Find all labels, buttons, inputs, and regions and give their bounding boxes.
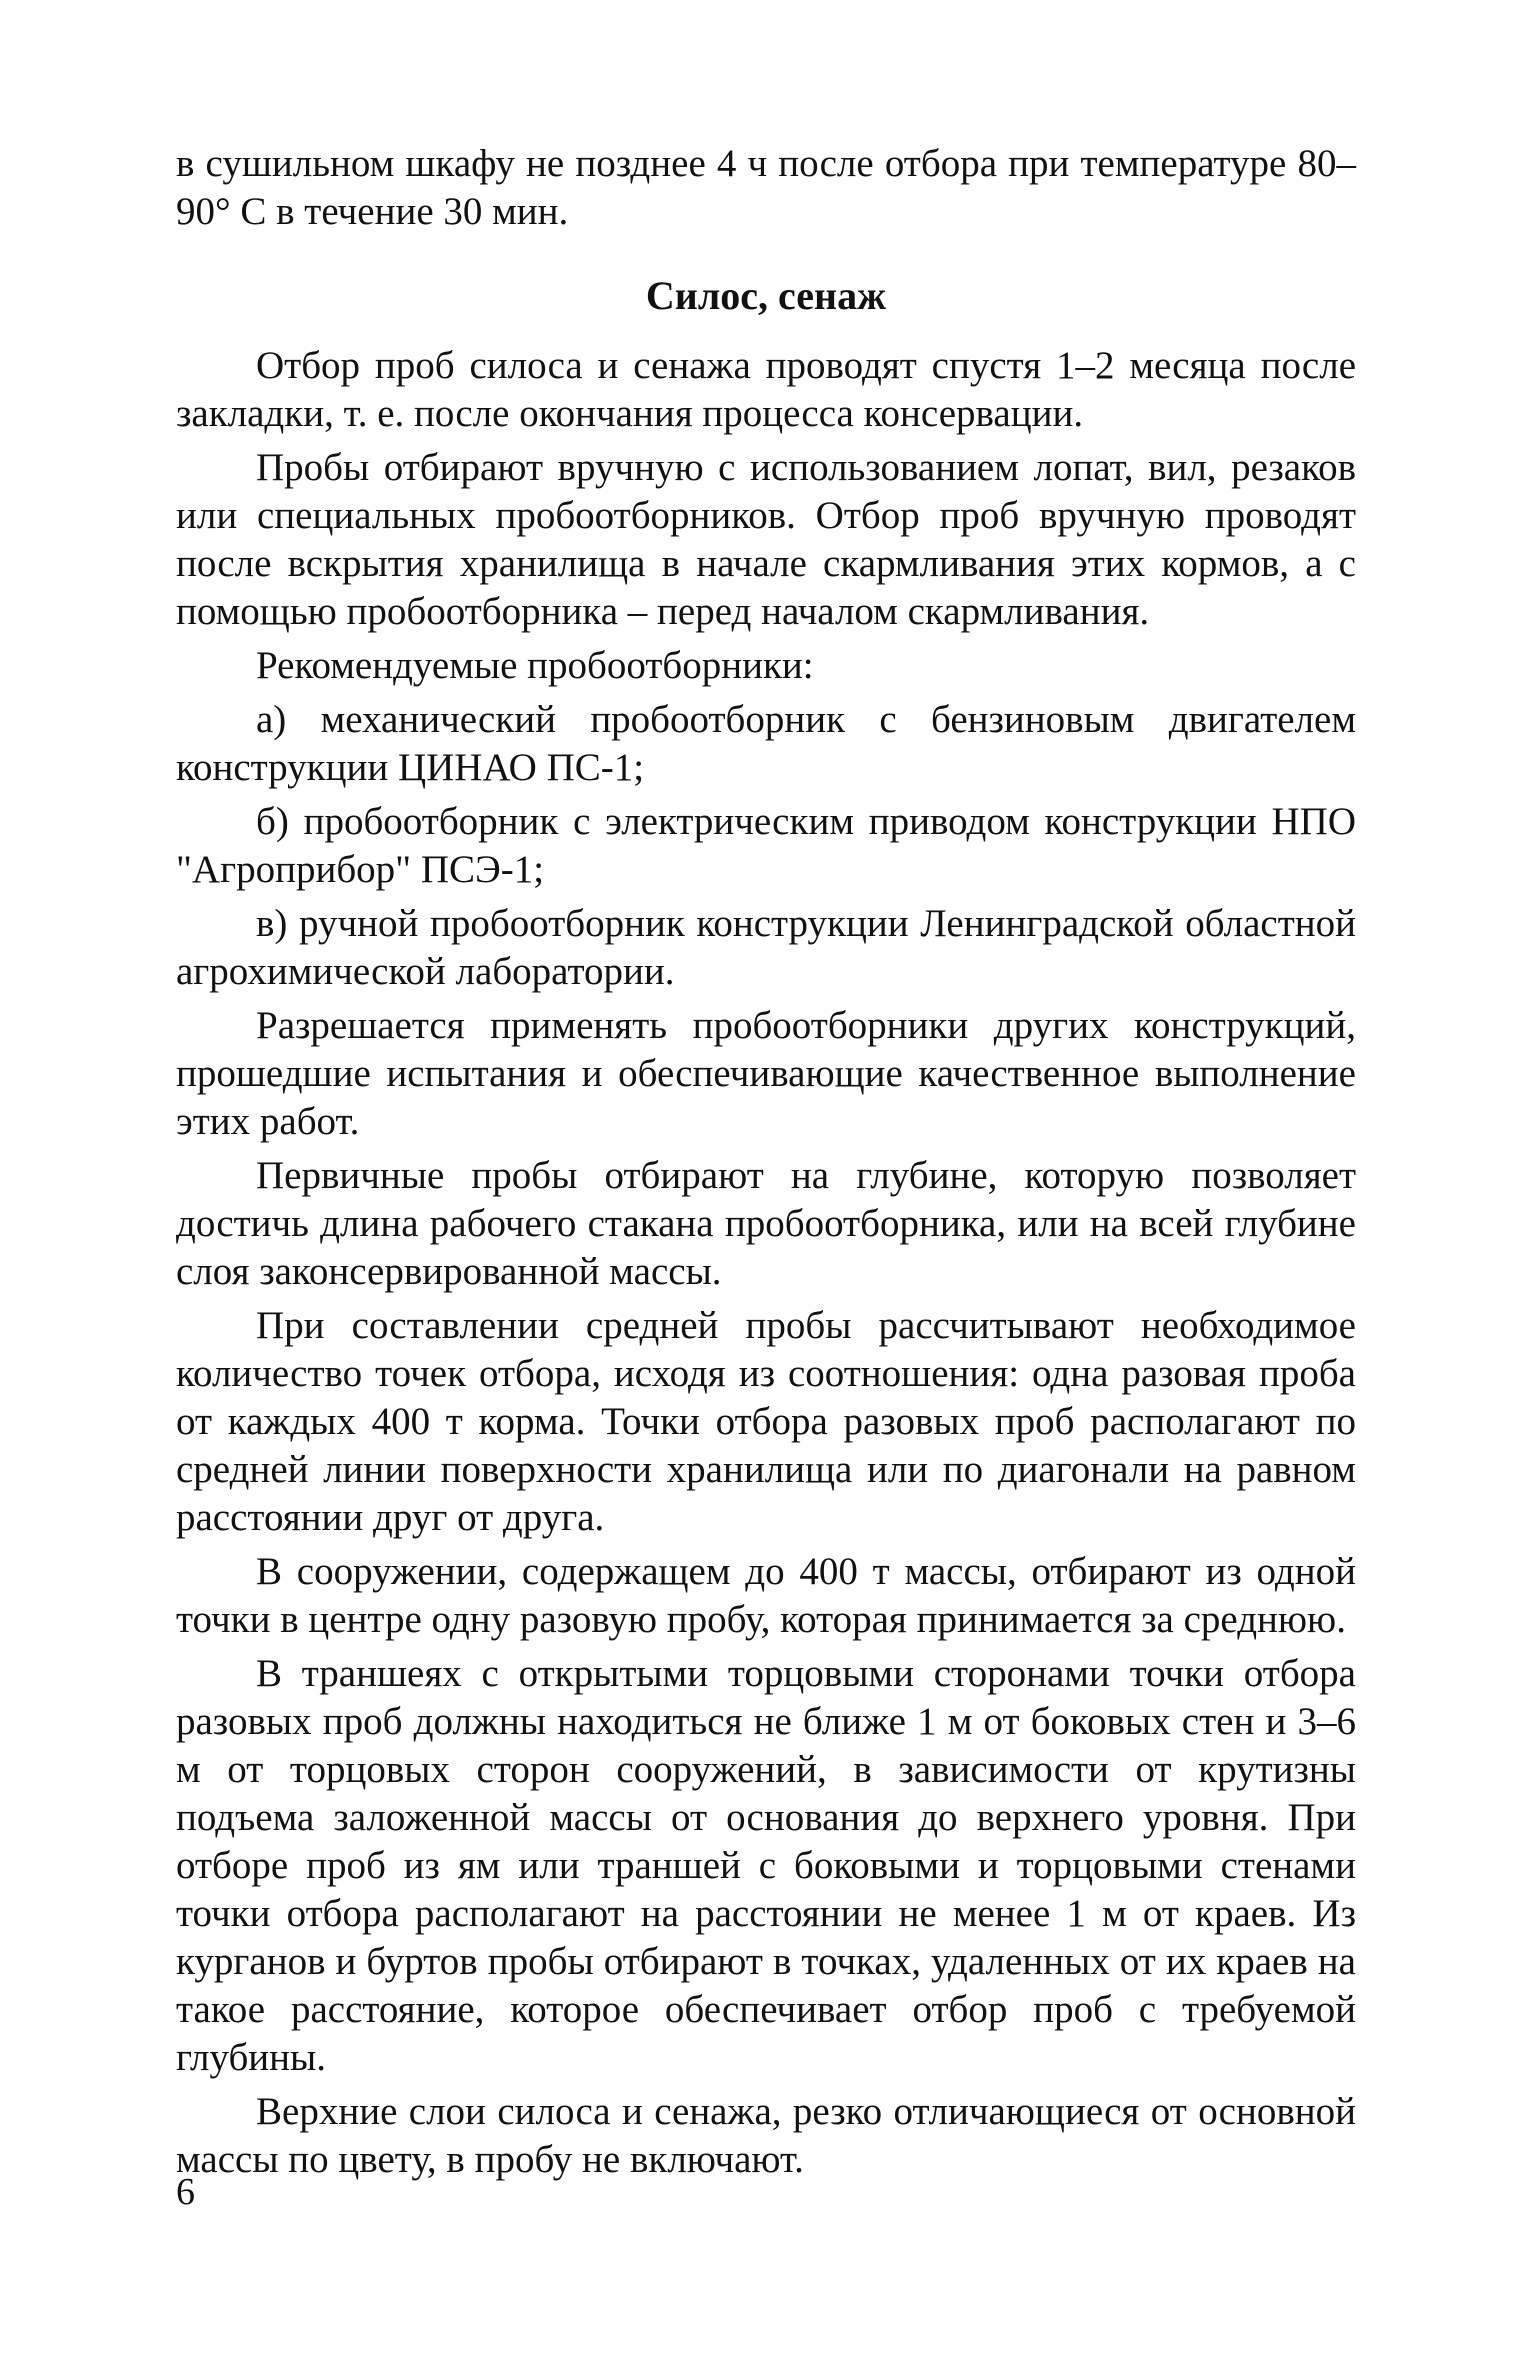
paragraph-trenches: В траншеях с открытыми торцовыми сторонами точки отбора разовых проб должны находиться не ближе 1 м от боковых стен и 3–6 м от торцовых сторон сооружений, в зависимости от крутизны подъема заложенной массы от основания до верхнего уровня. При отборе проб из ям или траншей с боковыми и торцовыми стенами точки отбора располагают на расстоянии не менее 1 м от краев. Из курганов и буртов пробы отбирают в точках, удаленных от их краев на такое расстояние, которое обеспечивает отбор проб с требуемой глубины. [176,1652,1356,2079]
document-page [176,140,1356,2190]
intro-paragraph: в сушильном шкафу не позднее 4 ч после отбора при температуре 80–90° С в течение 30 мин. [176,142,1356,233]
paragraph-primary-samples: Первичные пробы отбирают на глубине, которую позволяет достичь длина рабочего стакана пробоотборника, или на всей глубине слоя законсервированной массы. [176,1154,1356,1293]
list-item-b: б) пробоотборник с электрическим приводом конструкции НПО "Агроприбор" ПСЭ-1; [176,800,1356,891]
page-number: 6 [176,2171,195,2213]
paragraph-top-layers: Верхние слои силоса и сенажа, резко отличающиеся от основной массы по цвету, в пробу не включают. [176,2090,1356,2181]
section-heading: Силос, сенаж [645,273,887,318]
paragraph-recommended-samplers: Рекомендуемые пробоотборники: [256,644,814,687]
list-item-a: а) механический пробоотборник с бензиновым двигателем конструкции ЦИНАО ПС-1; [176,698,1356,789]
paragraph-average-sample: При составлении средней пробы рассчитывают необходимое количество точек отбора, исходя из соотношения: одна разовая проба от каждых 400 т корма. Точки отбора разовых проб располагают по средней линии поверхности хранилища или по диагонали на равном расстоянии друг от друга. [176,1304,1356,1539]
paragraph-small-structure: В сооружении, содержащем до 400 т массы, отбирают из одной точки в центре одну разовую пробу, которая принимается за среднюю. [176,1550,1356,1641]
list-item-c: в) ручной пробоотборник конструкции Ленинградской областной агрохимической лаборатории. [176,902,1356,993]
paragraph-sampling-methods: Пробы отбирают вручную с использованием лопат, вил, резаков или специальных пробоотборников. Отбор проб вручную проводят после вскрытия хранилища в начале скармливания этих кормов, а с помощью пробоотборника – перед началом скармливания. [176,446,1356,633]
paragraph-sampling-timing: Отбор проб силоса и сенажа проводят спустя 1–2 месяца после закладки, т. е. после окончания процесса консервации. [176,344,1356,435]
paragraph-other-samplers: Разрешается применять пробоотборники других конструкций, прошедшие испытания и обеспечивающие качественное выполнение этих работ. [176,1004,1356,1143]
